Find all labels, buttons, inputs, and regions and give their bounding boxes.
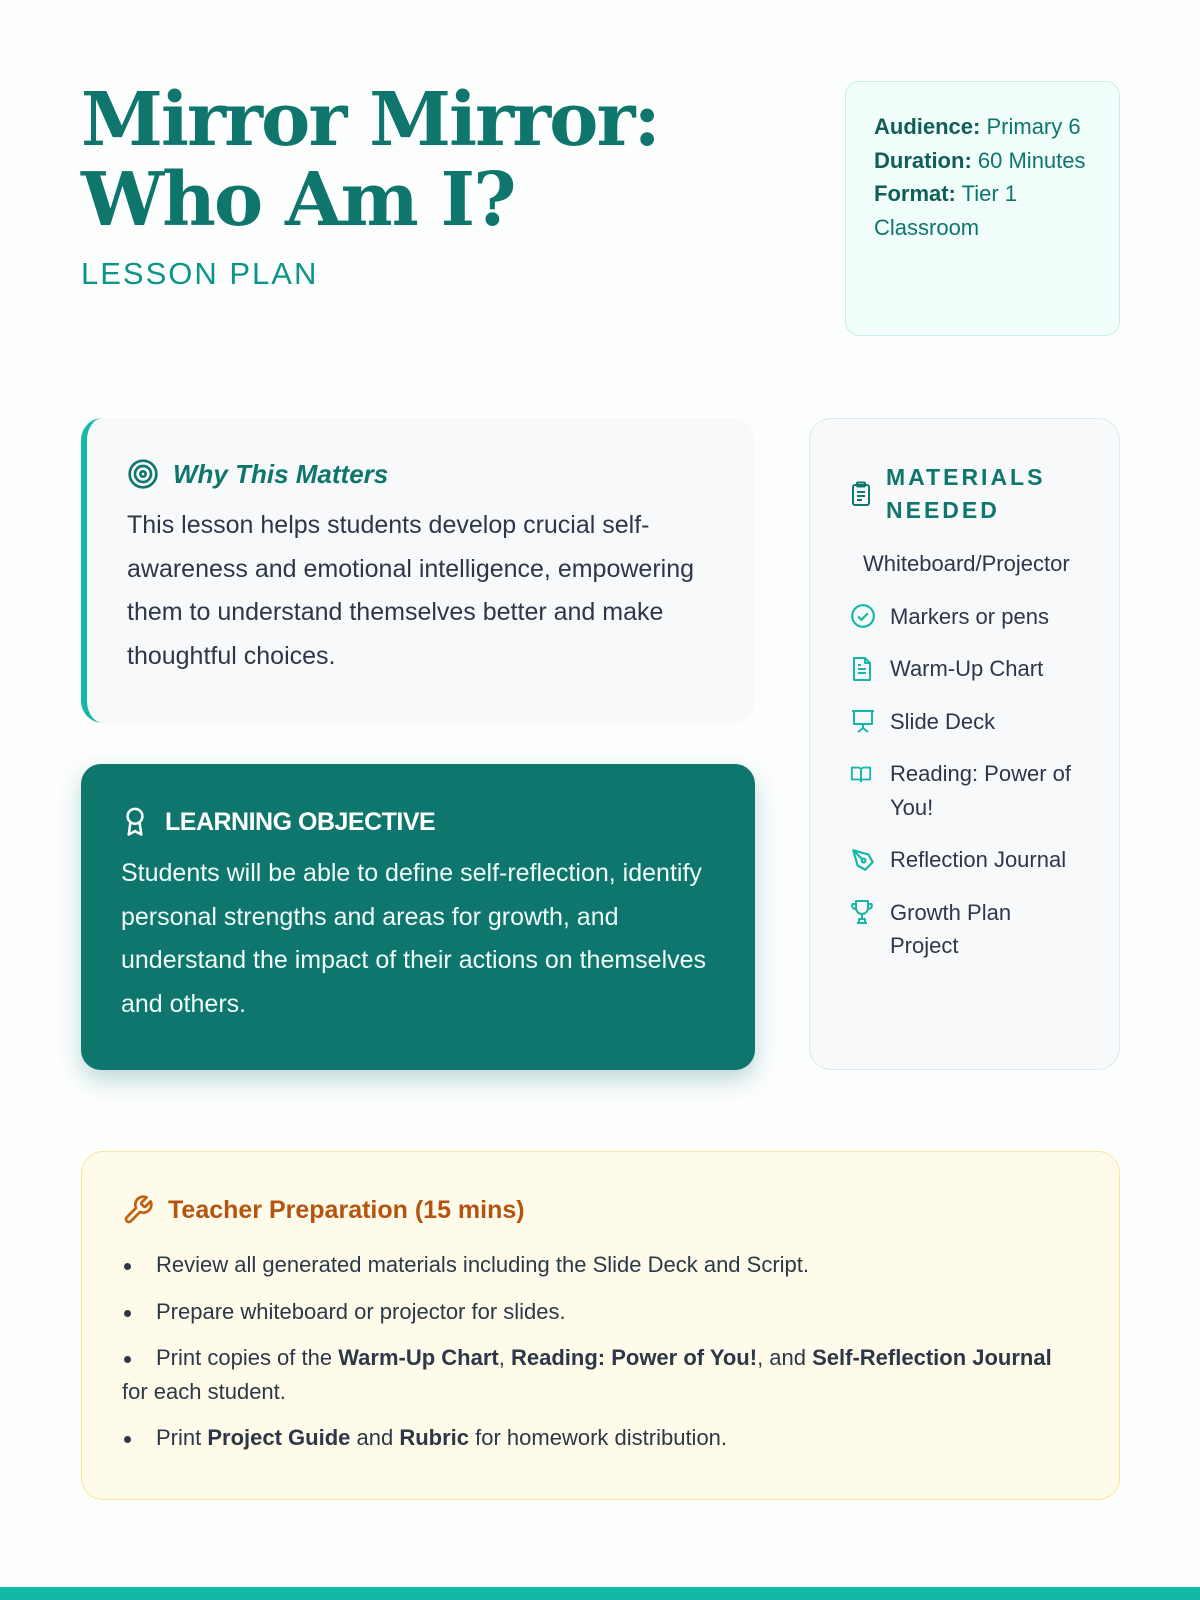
presentation-icon [850,705,876,738]
why-header [127,458,715,490]
why-title: Why This Matters [173,458,389,489]
materials-header [850,461,1119,527]
prep-text: and [350,1425,400,1450]
material-label: Slide Deck [890,708,996,734]
pen-tool-icon [850,843,876,876]
prep-text: for each student. [122,1378,286,1404]
material-label: Reflection Journal [890,847,1067,872]
materials-list [850,547,1119,963]
meta-audience-value: Primary 6 [986,114,1081,139]
why-text: This lesson helps students develop crucial self-awareness and emotional intelligence, empowering them to understand themselves better and make thoughtful choices. [127,511,695,670]
award-icon [121,806,149,838]
material-item [863,547,1119,581]
materials-card [809,418,1120,1070]
lesson-header [81,77,821,292]
material-item [850,705,1119,739]
meta-audience-label: Audience: [874,114,981,139]
material-label: Reading: Power of You! [890,761,1071,820]
material-item [850,896,1119,963]
footer-accent-bar [0,1587,1200,1600]
target-icon [127,458,159,490]
materials-title: MATERIALS NEEDED [886,464,1046,523]
material-label: Warm-Up Chart [890,656,1044,681]
prep-text: Print [156,1425,208,1450]
meta-format [874,177,1091,244]
prep-material-name: Self-Reflection Journal [812,1345,1052,1370]
prep-item [122,1421,1079,1455]
meta-format-label: Format: [874,181,956,206]
check-circle-icon [850,600,876,633]
material-item [850,757,1119,824]
prep-material-name: Warm-Up Chart [338,1345,499,1370]
prep-header [122,1194,1079,1226]
prep-material-name: Rubric [399,1425,470,1450]
prep-title: Teacher Preparation (15 mins) [168,1195,525,1224]
teacher-preparation-card [81,1151,1120,1500]
wrench-icon [122,1194,154,1226]
objective-title: LEARNING OBJECTIVE [165,807,436,836]
prep-item [122,1341,1079,1408]
clipboard-icon [850,481,872,507]
page-title: Mirror Mirror: Who Am I? [81,77,659,243]
prep-item: Review all generated materials including the Slide Deck and Script. [122,1248,1079,1282]
meta-audience [874,110,1091,144]
material-label: Markers or pens [890,603,1049,629]
meta-duration [874,144,1091,178]
prep-material-name: Project Guide [207,1425,351,1450]
material-item [850,600,1119,634]
material-label: Growth Plan Project [890,899,1012,958]
prep-text: for homework distribution. [469,1425,728,1450]
objective-text: Students will be able to define self-reflection, identify personal strengths and areas for growth, and understand the impact of their actions on themselves and others. [121,859,707,1018]
book-open-icon [850,757,876,790]
meta-duration-value: 60 Minutes [977,147,1086,173]
meta-duration-label: Duration: [874,147,972,173]
lesson-meta-card [845,81,1120,336]
material-item [850,843,1119,877]
material-label: Whiteboard/Projector [863,551,1070,576]
page-subtitle: LESSON PLAN [81,256,319,291]
prep-text: , and [757,1345,813,1370]
learning-objective-card [81,764,755,1070]
prep-material-name: Reading: Power of You! [510,1345,758,1370]
material-item [850,652,1119,686]
prep-text: Print copies of the [156,1345,339,1370]
prep-text: , [498,1345,511,1370]
document-icon [850,652,876,685]
prep-list [122,1248,1079,1455]
meta-format-value: Tier 1 Classroom [874,181,1018,240]
trophy-icon [850,896,876,929]
objective-header [121,806,715,838]
why-this-matters-card [81,418,755,723]
prep-item: Prepare whiteboard or projector for slides. [122,1295,1079,1329]
